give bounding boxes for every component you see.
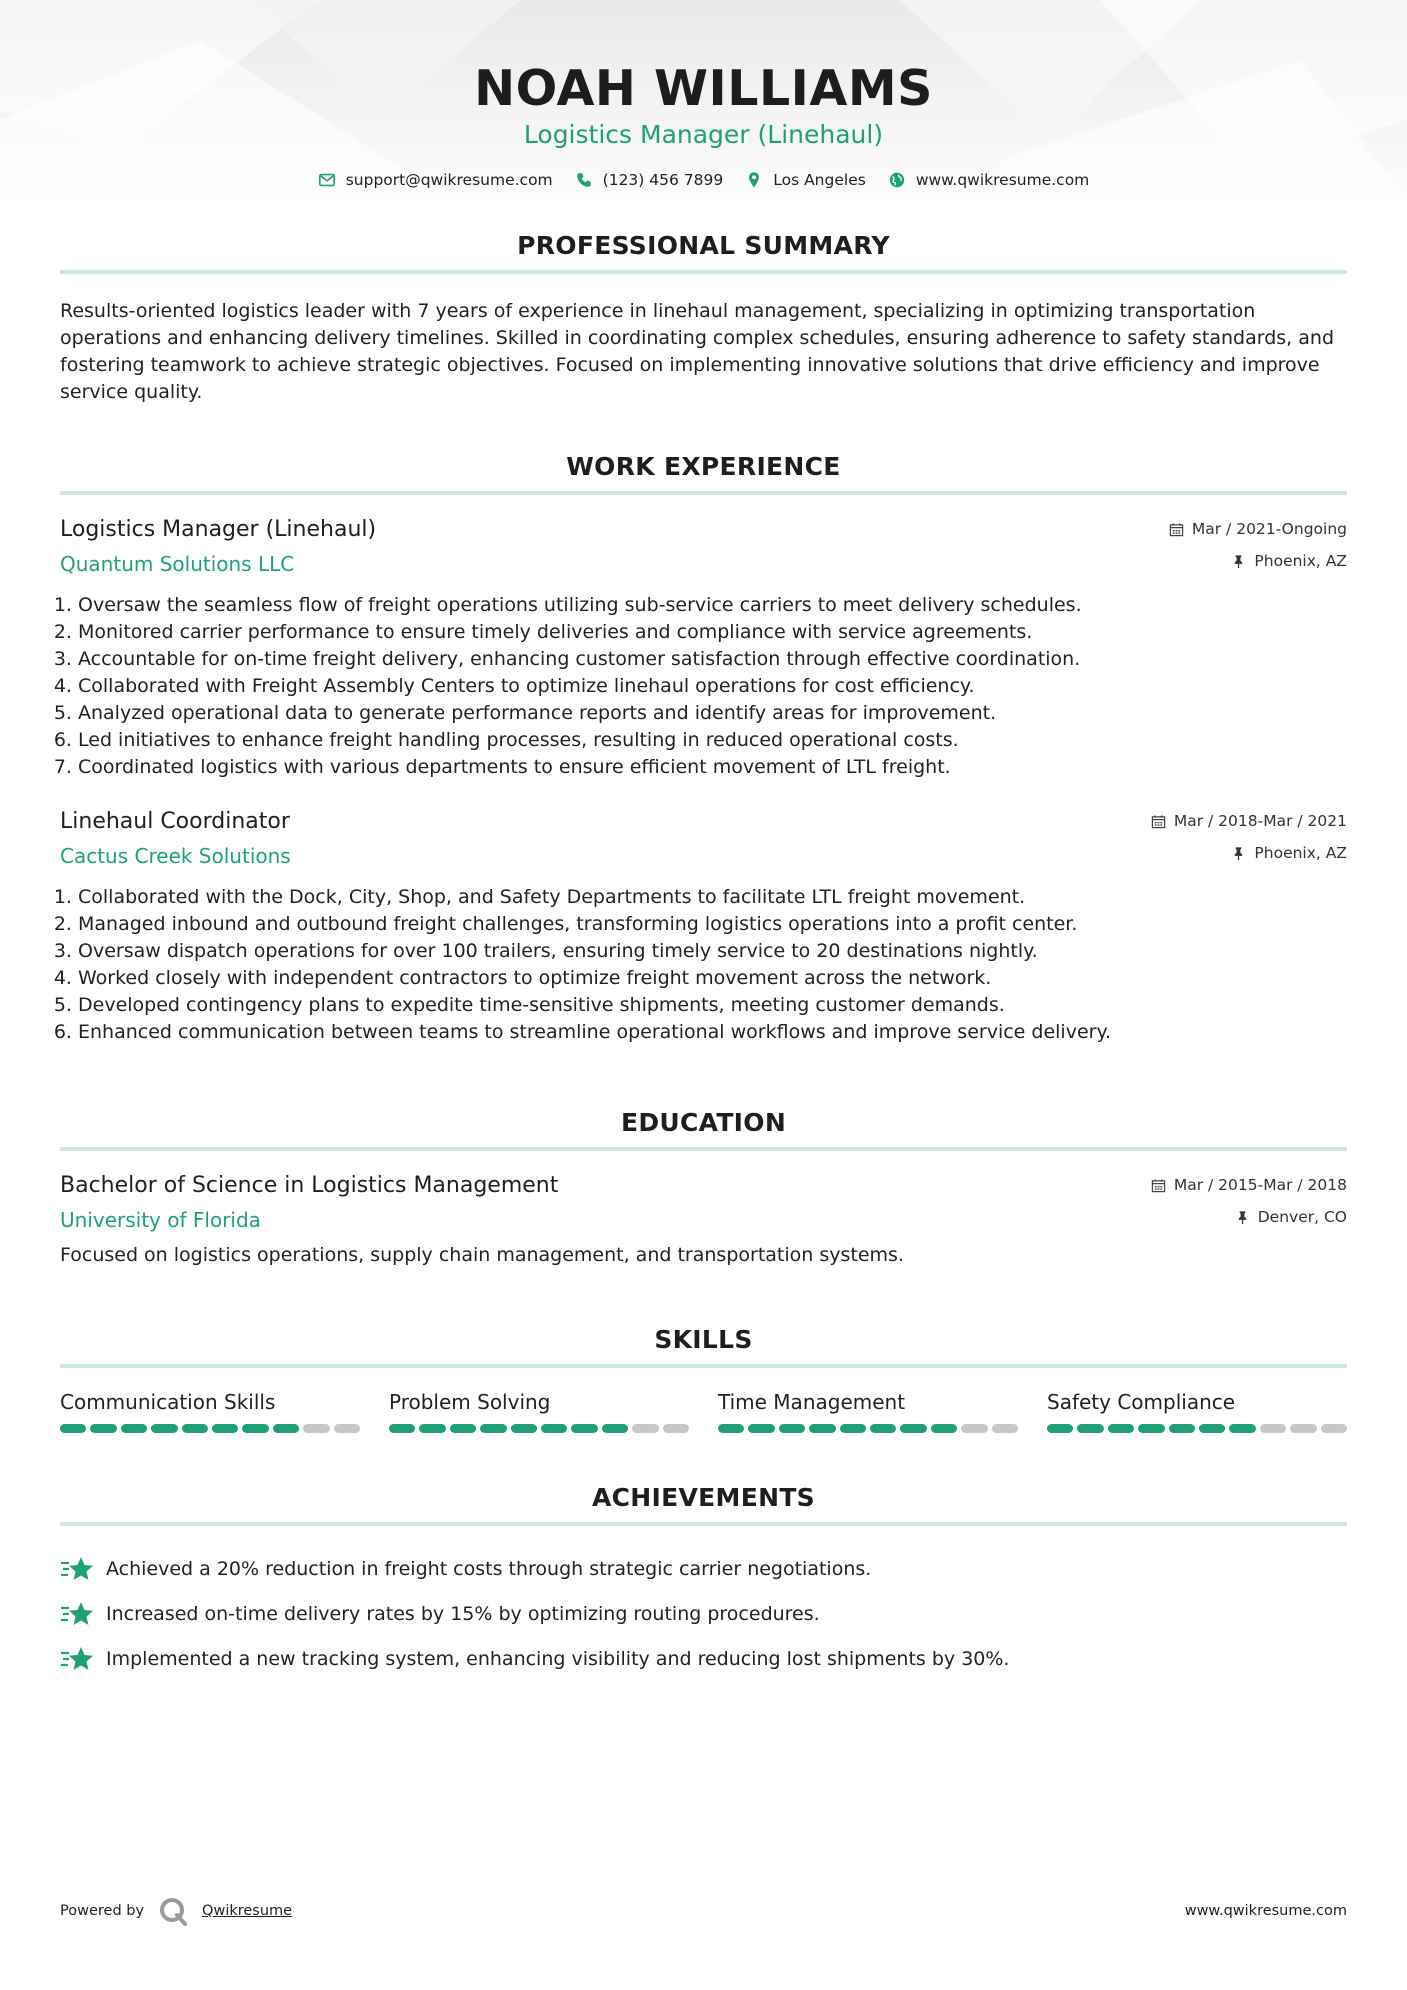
education-entry	[60, 1173, 1347, 1269]
calendar-icon	[1169, 522, 1184, 537]
list-item: 2. Monitored carrier performance to ensure timely deliveries and compliance with service agreements.	[78, 619, 1347, 646]
skill-dot-filled	[60, 1424, 86, 1433]
contact-phone-text: (123) 456 7899	[602, 171, 724, 189]
skill-item	[718, 1390, 1018, 1433]
education-description: Focused on logistics operations, supply chain management, and transportation systems.	[60, 1244, 904, 1266]
job-location-text: Phoenix, AZ	[1254, 552, 1347, 570]
skill-name: Communication Skills	[60, 1390, 276, 1414]
contact-website-text: www.qwikresume.com	[915, 171, 1090, 189]
skill-item	[60, 1390, 360, 1433]
skill-dot-filled	[870, 1424, 896, 1433]
skill-dot-filled	[1138, 1424, 1164, 1433]
list-item: 7. Coordinated logistics with various departments to ensure efficient movement of LTL freight.	[78, 754, 1347, 781]
skill-dot-empty	[303, 1424, 329, 1433]
list-item: 2. Managed inbound and outbound freight challenges, transforming logistics operations into a profit center.	[78, 911, 1347, 938]
skills-heading: SKILLS	[654, 1325, 753, 1354]
skill-dot-filled	[419, 1424, 445, 1433]
section-divider	[60, 270, 1347, 274]
education-degree: Bachelor of Science in Logistics Management	[60, 1173, 559, 1198]
experience-section	[60, 452, 1347, 1046]
list-item	[60, 1636, 1347, 1681]
achievements-section	[60, 1483, 1347, 1681]
job-location	[1169, 549, 1347, 573]
experience-heading: WORK EXPERIENCE	[566, 452, 841, 481]
envelope-icon	[318, 171, 336, 189]
skill-meter	[1047, 1424, 1347, 1433]
contact-email[interactable]	[318, 171, 553, 189]
skill-dot-filled	[1229, 1424, 1255, 1433]
skills-list	[60, 1390, 1347, 1433]
job-company: Quantum Solutions LLC	[60, 552, 295, 576]
education-heading: EDUCATION	[620, 1108, 787, 1137]
list-item	[60, 1591, 1347, 1636]
list-item: 4. Collaborated with Freight Assembly Centers to optimize linehaul operations for cost efficiency.	[78, 673, 1347, 700]
star-icon	[60, 1644, 94, 1674]
contact-phone[interactable]	[575, 171, 724, 189]
qwikresume-logo-icon	[158, 1896, 188, 1926]
list-item: 3. Oversaw dispatch operations for over 100 trailers, ensuring timely service to 20 destinations nightly.	[78, 938, 1347, 965]
list-item: 3. Accountable for on-time freight delivery, enhancing customer satisfaction through effective coordination.	[78, 646, 1347, 673]
education-date	[1151, 1173, 1347, 1197]
footer-website[interactable]: www.qwikresume.com	[1184, 1903, 1347, 1919]
achievement-text: Increased on-time delivery rates by 15% by optimizing routing procedures.	[106, 1602, 820, 1625]
section-divider	[60, 1147, 1347, 1151]
skill-name: Safety Compliance	[1047, 1390, 1236, 1414]
job-entry	[60, 809, 1347, 1046]
education-location-text: Denver, CO	[1257, 1208, 1347, 1226]
skill-dot-filled	[511, 1424, 537, 1433]
skill-dot-filled	[90, 1424, 116, 1433]
skill-dot-filled	[931, 1424, 957, 1433]
job-role: Linehaul Coordinator	[60, 809, 290, 834]
skill-dot-filled	[182, 1424, 208, 1433]
resume-header	[60, 0, 1347, 189]
skill-item	[1047, 1390, 1347, 1433]
list-item: 6. Led initiatives to enhance freight handling processes, resulting in reduced operational costs.	[78, 727, 1347, 754]
section-divider	[60, 491, 1347, 495]
powered-by	[60, 1896, 292, 1926]
page-footer	[60, 1896, 1347, 1926]
skill-dot-filled	[151, 1424, 177, 1433]
job-location-text: Phoenix, AZ	[1254, 844, 1347, 862]
skill-dot-filled	[450, 1424, 476, 1433]
candidate-name: NOAH WILLIAMS	[474, 60, 933, 117]
section-divider	[60, 1522, 1347, 1526]
list-item: 4. Worked closely with independent contractors to optimize freight movement across the network.	[78, 965, 1347, 992]
star-icon	[60, 1599, 94, 1629]
education-school: University of Florida	[60, 1208, 261, 1232]
powered-by-label: Powered by	[60, 1903, 145, 1919]
summary-section	[60, 231, 1347, 406]
list-item: 5. Analyzed operational data to generate performance reports and identify areas for improvement.	[78, 700, 1347, 727]
skill-dot-filled	[900, 1424, 926, 1433]
skill-item	[389, 1390, 689, 1433]
education-section	[60, 1108, 1347, 1269]
job-location	[1151, 841, 1347, 865]
candidate-title: Logistics Manager (Linehaul)	[523, 120, 884, 149]
section-divider	[60, 1364, 1347, 1368]
skill-dot-filled	[1108, 1424, 1134, 1433]
pushpin-icon	[1235, 1210, 1250, 1225]
star-icon	[60, 1554, 94, 1584]
skill-dot-empty	[334, 1424, 360, 1433]
skill-dot-empty	[1290, 1424, 1316, 1433]
skill-dot-empty	[992, 1424, 1018, 1433]
contact-email-text: support@qwikresume.com	[345, 171, 553, 189]
skill-name: Problem Solving	[389, 1390, 551, 1414]
contact-location-text: Los Angeles	[773, 171, 866, 189]
skill-dot-filled	[809, 1424, 835, 1433]
skill-dot-filled	[571, 1424, 597, 1433]
job-date	[1151, 809, 1347, 833]
job-entry	[60, 517, 1347, 781]
contact-website[interactable]	[888, 171, 1089, 189]
skills-section	[60, 1325, 1347, 1433]
pushpin-icon	[1231, 846, 1246, 861]
achievements-list	[60, 1546, 1347, 1681]
skill-dot-filled	[121, 1424, 147, 1433]
globe-icon	[888, 171, 906, 189]
skill-dot-filled	[602, 1424, 628, 1433]
education-date-text: Mar / 2015-Mar / 2018	[1173, 1176, 1347, 1194]
calendar-icon	[1151, 814, 1166, 829]
pushpin-icon	[1231, 554, 1246, 569]
education-location	[1151, 1205, 1347, 1229]
skill-name: Time Management	[718, 1390, 906, 1414]
job-date-text: Mar / 2021-Ongoing	[1191, 520, 1347, 538]
achievement-text: Implemented a new tracking system, enhancing visibility and reducing lost shipments by 30%.	[106, 1647, 1010, 1670]
job-date-text: Mar / 2018-Mar / 2021	[1173, 812, 1347, 830]
achievements-heading: ACHIEVEMENTS	[592, 1483, 815, 1512]
contact-location	[745, 171, 866, 189]
summary-heading: PROFESSIONAL SUMMARY	[517, 231, 890, 260]
skill-dot-filled	[1047, 1424, 1073, 1433]
list-item: 6. Enhanced communication between teams to streamline operational workflows and improve service delivery.	[78, 1019, 1347, 1046]
skill-dot-filled	[1169, 1424, 1195, 1433]
list-item: 5. Developed contingency plans to expedite time-sensitive shipments, meeting customer demands.	[78, 992, 1347, 1019]
summary-text: Results-oriented logistics leader with 7 years of experience in linehaul management, specializing in optimizing transportation operations and enhancing delivery timelines. Skilled in coordinating complex schedules, ensuring adherence to safety standards, and fostering teamwork to achieve strategic objectives. Focused on implementing innovative solutions that drive efficiency and improve service quality.	[60, 300, 1335, 403]
job-role: Logistics Manager (Linehaul)	[60, 517, 377, 542]
skill-dot-empty	[1321, 1424, 1347, 1433]
skill-dot-filled	[748, 1424, 774, 1433]
skill-dot-filled	[779, 1424, 805, 1433]
job-bullets	[60, 592, 1347, 781]
contact-bar	[60, 171, 1347, 189]
skill-dot-filled	[242, 1424, 268, 1433]
skill-dot-filled	[389, 1424, 415, 1433]
skill-dot-filled	[480, 1424, 506, 1433]
calendar-icon	[1151, 1178, 1166, 1193]
skill-dot-filled	[541, 1424, 567, 1433]
skill-meter	[718, 1424, 1018, 1433]
phone-icon	[575, 171, 593, 189]
skill-dot-filled	[840, 1424, 866, 1433]
skill-dot-empty	[961, 1424, 987, 1433]
achievement-text: Achieved a 20% reduction in freight costs through strategic carrier negotiations.	[106, 1557, 872, 1580]
skill-dot-filled	[212, 1424, 238, 1433]
job-bullets	[60, 884, 1347, 1046]
skill-dot-filled	[273, 1424, 299, 1433]
list-item	[60, 1546, 1347, 1591]
skill-meter	[60, 1424, 360, 1433]
skill-dot-filled	[718, 1424, 744, 1433]
job-date	[1169, 517, 1347, 541]
qwikresume-link[interactable]: Qwikresume	[202, 1903, 293, 1919]
skill-dot-empty	[663, 1424, 689, 1433]
list-item: 1. Oversaw the seamless flow of freight operations utilizing sub-service carriers to meet delivery schedules.	[78, 592, 1347, 619]
job-company: Cactus Creek Solutions	[60, 844, 291, 868]
skill-dot-empty	[1260, 1424, 1286, 1433]
skill-dot-filled	[1199, 1424, 1225, 1433]
skill-meter	[389, 1424, 689, 1433]
skill-dot-filled	[1077, 1424, 1103, 1433]
list-item: 1. Collaborated with the Dock, City, Shop, and Safety Departments to facilitate LTL freight movement.	[78, 884, 1347, 911]
skill-dot-empty	[632, 1424, 658, 1433]
map-pin-icon	[745, 171, 763, 189]
